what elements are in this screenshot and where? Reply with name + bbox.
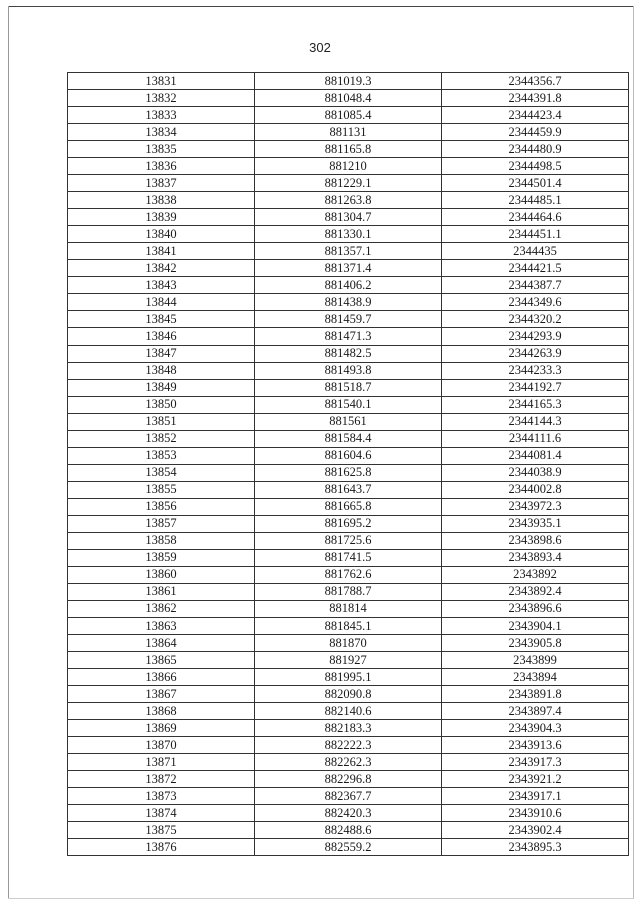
- point-number-cell: 13842: [68, 260, 255, 277]
- table-row: [68, 583, 629, 600]
- table-row: [68, 90, 629, 107]
- point-number-cell: 13841: [68, 243, 255, 260]
- x-coordinate-cell: 881357.1: [255, 243, 442, 260]
- coordinates-table: [67, 72, 629, 856]
- y-coordinate-cell: 2343921.2: [442, 771, 629, 788]
- x-coordinate-cell: 881493.8: [255, 362, 442, 379]
- y-coordinate-cell: 2343894: [442, 669, 629, 686]
- x-coordinate-cell: 881131: [255, 124, 442, 141]
- x-coordinate-cell: 882140.6: [255, 703, 442, 720]
- x-coordinate-cell: 882222.3: [255, 737, 442, 754]
- table-row: [68, 430, 629, 447]
- table-row: [68, 498, 629, 515]
- point-number-cell: 13862: [68, 600, 255, 617]
- point-number-cell: 13875: [68, 822, 255, 839]
- table-row: [68, 277, 629, 294]
- point-number-cell: 13847: [68, 345, 255, 362]
- x-coordinate-cell: 881482.5: [255, 345, 442, 362]
- y-coordinate-cell: 2343904.1: [442, 618, 629, 635]
- table-row: [68, 515, 629, 532]
- y-coordinate-cell: 2344421.5: [442, 260, 629, 277]
- point-number-cell: 13853: [68, 447, 255, 464]
- table-row: [68, 396, 629, 413]
- point-number-cell: 13857: [68, 515, 255, 532]
- x-coordinate-cell: 881625.8: [255, 464, 442, 481]
- point-number-cell: 13834: [68, 124, 255, 141]
- x-coordinate-cell: 881459.7: [255, 311, 442, 328]
- point-number-cell: 13864: [68, 635, 255, 652]
- x-coordinate-cell: 882262.3: [255, 754, 442, 771]
- x-coordinate-cell: 881263.8: [255, 192, 442, 209]
- point-number-cell: 13836: [68, 158, 255, 175]
- y-coordinate-cell: 2343892.4: [442, 583, 629, 600]
- point-number-cell: 13839: [68, 209, 255, 226]
- y-coordinate-cell: 2343905.8: [442, 635, 629, 652]
- point-number-cell: 13868: [68, 703, 255, 720]
- table-row: [68, 226, 629, 243]
- table-row: [68, 805, 629, 822]
- table-row: [68, 192, 629, 209]
- x-coordinate-cell: 882367.7: [255, 788, 442, 805]
- x-coordinate-cell: 881788.7: [255, 583, 442, 600]
- y-coordinate-cell: 2343897.4: [442, 703, 629, 720]
- point-number-cell: 13852: [68, 430, 255, 447]
- y-coordinate-cell: 2343917.1: [442, 788, 629, 805]
- y-coordinate-cell: 2344451.1: [442, 226, 629, 243]
- y-coordinate-cell: 2344263.9: [442, 345, 629, 362]
- x-coordinate-cell: 881695.2: [255, 515, 442, 532]
- y-coordinate-cell: 2344423.4: [442, 107, 629, 124]
- table-row: [68, 600, 629, 617]
- x-coordinate-cell: 881371.4: [255, 260, 442, 277]
- point-number-cell: 13843: [68, 277, 255, 294]
- x-coordinate-cell: 882420.3: [255, 805, 442, 822]
- y-coordinate-cell: 2344320.2: [442, 311, 629, 328]
- x-coordinate-cell: 881019.3: [255, 73, 442, 90]
- y-coordinate-cell: 2343891.8: [442, 686, 629, 703]
- table-row: [68, 686, 629, 703]
- table-row: [68, 328, 629, 345]
- x-coordinate-cell: 881870: [255, 635, 442, 652]
- table-row: [68, 737, 629, 754]
- table-row: [68, 107, 629, 124]
- y-coordinate-cell: 2344349.6: [442, 294, 629, 311]
- y-coordinate-cell: 2343904.3: [442, 720, 629, 737]
- point-number-cell: 13876: [68, 839, 255, 856]
- y-coordinate-cell: 2343892: [442, 566, 629, 583]
- point-number-cell: 13848: [68, 362, 255, 379]
- y-coordinate-cell: 2344459.9: [442, 124, 629, 141]
- y-coordinate-cell: 2344293.9: [442, 328, 629, 345]
- table-row: [68, 158, 629, 175]
- y-coordinate-cell: 2344165.3: [442, 396, 629, 413]
- point-number-cell: 13867: [68, 686, 255, 703]
- table-row: [68, 141, 629, 158]
- point-number-cell: 13869: [68, 720, 255, 737]
- point-number-cell: 13872: [68, 771, 255, 788]
- y-coordinate-cell: 2344501.4: [442, 175, 629, 192]
- point-number-cell: 13870: [68, 737, 255, 754]
- y-coordinate-cell: 2344464.6: [442, 209, 629, 226]
- point-number-cell: 13859: [68, 549, 255, 566]
- table-row: [68, 532, 629, 549]
- coordinates-table-body: [68, 73, 629, 856]
- x-coordinate-cell: 881643.7: [255, 481, 442, 498]
- table-row: [68, 839, 629, 856]
- table-row: [68, 788, 629, 805]
- x-coordinate-cell: 881584.4: [255, 430, 442, 447]
- x-coordinate-cell: 881814: [255, 600, 442, 617]
- point-number-cell: 13846: [68, 328, 255, 345]
- point-number-cell: 13840: [68, 226, 255, 243]
- x-coordinate-cell: 881518.7: [255, 379, 442, 396]
- point-number-cell: 13861: [68, 583, 255, 600]
- point-number-cell: 13850: [68, 396, 255, 413]
- x-coordinate-cell: 881229.1: [255, 175, 442, 192]
- y-coordinate-cell: 2344387.7: [442, 277, 629, 294]
- y-coordinate-cell: 2344081.4: [442, 447, 629, 464]
- table-row: [68, 720, 629, 737]
- y-coordinate-cell: 2344485.1: [442, 192, 629, 209]
- x-coordinate-cell: 881406.2: [255, 277, 442, 294]
- x-coordinate-cell: 881330.1: [255, 226, 442, 243]
- point-number-cell: 13865: [68, 652, 255, 669]
- table-row: [68, 294, 629, 311]
- point-number-cell: 13851: [68, 413, 255, 430]
- point-number-cell: 13831: [68, 73, 255, 90]
- point-number-cell: 13855: [68, 481, 255, 498]
- table-row: [68, 652, 629, 669]
- y-coordinate-cell: 2343902.4: [442, 822, 629, 839]
- table-row: [68, 669, 629, 686]
- x-coordinate-cell: 881048.4: [255, 90, 442, 107]
- y-coordinate-cell: 2344498.5: [442, 158, 629, 175]
- x-coordinate-cell: 881304.7: [255, 209, 442, 226]
- table-row: [68, 73, 629, 90]
- point-number-cell: 13856: [68, 498, 255, 515]
- table-row: [68, 243, 629, 260]
- y-coordinate-cell: 2344038.9: [442, 464, 629, 481]
- table-row: [68, 464, 629, 481]
- x-coordinate-cell: 881845.1: [255, 618, 442, 635]
- x-coordinate-cell: 881540.1: [255, 396, 442, 413]
- point-number-cell: 13849: [68, 379, 255, 396]
- table-row: [68, 703, 629, 720]
- table-row: [68, 413, 629, 430]
- y-coordinate-cell: 2343896.6: [442, 600, 629, 617]
- x-coordinate-cell: 882183.3: [255, 720, 442, 737]
- table-row: [68, 618, 629, 635]
- table-row: [68, 175, 629, 192]
- point-number-cell: 13837: [68, 175, 255, 192]
- x-coordinate-cell: 881085.4: [255, 107, 442, 124]
- point-number-cell: 13860: [68, 566, 255, 583]
- point-number-cell: 13844: [68, 294, 255, 311]
- point-number-cell: 13832: [68, 90, 255, 107]
- table-row: [68, 754, 629, 771]
- point-number-cell: 13854: [68, 464, 255, 481]
- point-number-cell: 13838: [68, 192, 255, 209]
- y-coordinate-cell: 2343917.3: [442, 754, 629, 771]
- table-row: [68, 311, 629, 328]
- x-coordinate-cell: 882090.8: [255, 686, 442, 703]
- x-coordinate-cell: 882296.8: [255, 771, 442, 788]
- y-coordinate-cell: 2343972.3: [442, 498, 629, 515]
- y-coordinate-cell: 2344192.7: [442, 379, 629, 396]
- point-number-cell: 13858: [68, 532, 255, 549]
- page-border-top: [8, 6, 634, 7]
- point-number-cell: 13833: [68, 107, 255, 124]
- y-coordinate-cell: 2343898.6: [442, 532, 629, 549]
- point-number-cell: 13873: [68, 788, 255, 805]
- y-coordinate-cell: 2343913.6: [442, 737, 629, 754]
- y-coordinate-cell: 2344233.3: [442, 362, 629, 379]
- table-row: [68, 124, 629, 141]
- x-coordinate-cell: 881210: [255, 158, 442, 175]
- point-number-cell: 13866: [68, 669, 255, 686]
- table-row: [68, 566, 629, 583]
- y-coordinate-cell: 2344144.3: [442, 413, 629, 430]
- table-row: [68, 635, 629, 652]
- y-coordinate-cell: 2344111.6: [442, 430, 629, 447]
- table-row: [68, 549, 629, 566]
- x-coordinate-cell: 881438.9: [255, 294, 442, 311]
- x-coordinate-cell: 881561: [255, 413, 442, 430]
- table-row: [68, 345, 629, 362]
- y-coordinate-cell: 2344480.9: [442, 141, 629, 158]
- point-number-cell: 13871: [68, 754, 255, 771]
- x-coordinate-cell: 881665.8: [255, 498, 442, 515]
- table-row: [68, 260, 629, 277]
- x-coordinate-cell: 881995.1: [255, 669, 442, 686]
- table-row: [68, 362, 629, 379]
- page-number: 302: [309, 40, 331, 55]
- y-coordinate-cell: 2343935.1: [442, 515, 629, 532]
- x-coordinate-cell: 881927: [255, 652, 442, 669]
- y-coordinate-cell: 2344002.8: [442, 481, 629, 498]
- x-coordinate-cell: 882488.6: [255, 822, 442, 839]
- point-number-cell: 13845: [68, 311, 255, 328]
- y-coordinate-cell: 2344391.8: [442, 90, 629, 107]
- y-coordinate-cell: 2343893.4: [442, 549, 629, 566]
- table-row: [68, 209, 629, 226]
- y-coordinate-cell: 2343910.6: [442, 805, 629, 822]
- point-number-cell: 13835: [68, 141, 255, 158]
- y-coordinate-cell: 2343899: [442, 652, 629, 669]
- page-border-bottom: [8, 898, 634, 899]
- x-coordinate-cell: 881604.6: [255, 447, 442, 464]
- table-row: [68, 481, 629, 498]
- x-coordinate-cell: 881762.6: [255, 566, 442, 583]
- table-row: [68, 379, 629, 396]
- table-row: [68, 822, 629, 839]
- x-coordinate-cell: 881471.3: [255, 328, 442, 345]
- table-row: [68, 447, 629, 464]
- x-coordinate-cell: 881725.6: [255, 532, 442, 549]
- point-number-cell: 13863: [68, 618, 255, 635]
- page-border-left: [8, 6, 9, 899]
- page-border-right: [633, 6, 634, 899]
- x-coordinate-cell: 882559.2: [255, 839, 442, 856]
- y-coordinate-cell: 2344356.7: [442, 73, 629, 90]
- table-row: [68, 771, 629, 788]
- y-coordinate-cell: 2344435: [442, 243, 629, 260]
- x-coordinate-cell: 881165.8: [255, 141, 442, 158]
- x-coordinate-cell: 881741.5: [255, 549, 442, 566]
- point-number-cell: 13874: [68, 805, 255, 822]
- y-coordinate-cell: 2343895.3: [442, 839, 629, 856]
